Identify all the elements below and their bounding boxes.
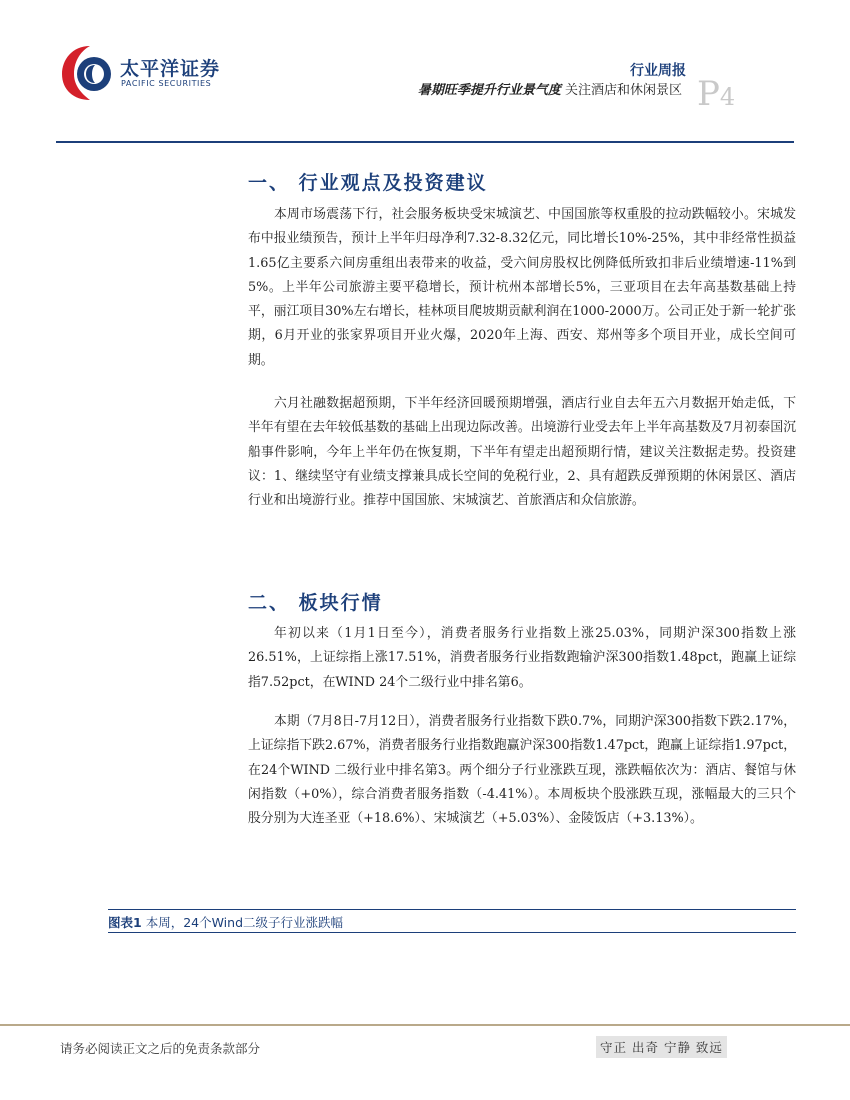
section-heading-2: 二、 板块行情: [248, 592, 383, 614]
page-number-value: 4: [719, 83, 736, 111]
page-header: [0, 0, 850, 145]
logo-mark-icon: [60, 42, 116, 102]
figure-caption-text: 本周，24个Wind二级子行业涨跌幅: [145, 915, 344, 930]
section-2-paragraph-1: 年初以来（1月1日至今），消费者服务行业指数上涨25.03%，同期沪深300指数上涨26.51%，上证综指上涨17.51%，消费者服务行业指数跑输沪深300指数1.48pct，跑赢上证综指7.52pct，在WIND 24个二级行业中排名第6。: [248, 626, 796, 690]
report-type: 行业周报: [630, 63, 686, 79]
footer-disclaimer: 请务必阅读正文之后的免责条款部分: [60, 1041, 261, 1056]
report-title-sub: 关注酒店和休闲景区: [564, 83, 682, 98]
footer-motto: 守正 出奇 宁静 致远: [596, 1036, 727, 1058]
page-number: [697, 74, 735, 114]
brand-name-en: PACIFIC SECURITIES: [121, 79, 212, 88]
company-logo: [60, 42, 260, 102]
footer-divider: [0, 1024, 850, 1026]
header-divider: [56, 141, 794, 143]
report-title-main: 暑期旺季提升行业景气度: [417, 83, 561, 98]
page-number-prefix: P: [697, 74, 720, 114]
brand-name-cn: 太平洋证券: [120, 58, 221, 80]
section-2-paragraph-2: 本期（7月8日-7月12日），消费者服务行业指数下跌0.7%，同期沪深300指数下跌2.17%，上证综指下跌2.67%，消费者服务行业指数跑赢沪深300指数1.47pct，跑赢上证综指1.97pct，在24个WIND 二级行业中排名第3。两个细分子行业涨跌互现，涨跌幅依次为：酒店、餐馆与休闲指数（+0%），综合消费者服务指数（-4.41%）。本周板块个股涨跌互现，涨幅最大的三只个股分别为大连圣亚（+18.6%）、宋城演艺（+5.03%）、金陵饭店（+3.13%）。: [248, 714, 796, 827]
figure-caption: [108, 913, 343, 931]
figure-top-rule: [108, 909, 796, 910]
section-heading-1: 一、 行业观点及投资建议: [248, 172, 488, 194]
section-1-paragraph-1: 本周市场震荡下行，社会服务板块受宋城演艺、中国国旅等权重股的拉动跌幅较小。宋城发布中报业绩预告，预计上半年归母净利7.32-8.32亿元，同比增长10%-25%，其中非经常性损益1.65亿主要系六间房重组出表带来的收益，受六间房股权比例降低所致扣非后业绩增速-11%到5%。上半年公司旅游主要平稳增长，预计杭州本部增长5%，三亚项目在去年高基数基础上持平，丽江项目30%左右增长，桂林项目爬坡期贡献利润在1000-2000万。公司正处于新一轮扩张期，6月开业的张家界项目开业火爆，2020年上海、西安、郑州等多个项目开业，成长空间可期。: [248, 207, 796, 368]
report-title: [418, 79, 682, 98]
figure-bottom-rule: [108, 932, 796, 933]
section-1-paragraph-2: 六月社融数据超预期，下半年经济回暖预期增强，酒店行业自去年五六月数据开始走低，下半年有望在去年较低基数的基础上出现边际改善。出境游行业受去年上半年高基数及7月初泰国沉船事件影响，今年上半年仍在恢复期，下半年有望走出超预期行情，建议关注数据走势。投资建议：1、继续坚守有业绩支撑兼具成长空间的免税行业，2、具有超跌反弹预期的休闲景区、酒店行业和出境游行业。推荐中国国旅、宋城演艺、首旅酒店和众信旅游。: [248, 396, 796, 509]
figure-label: 图表1: [108, 915, 142, 930]
